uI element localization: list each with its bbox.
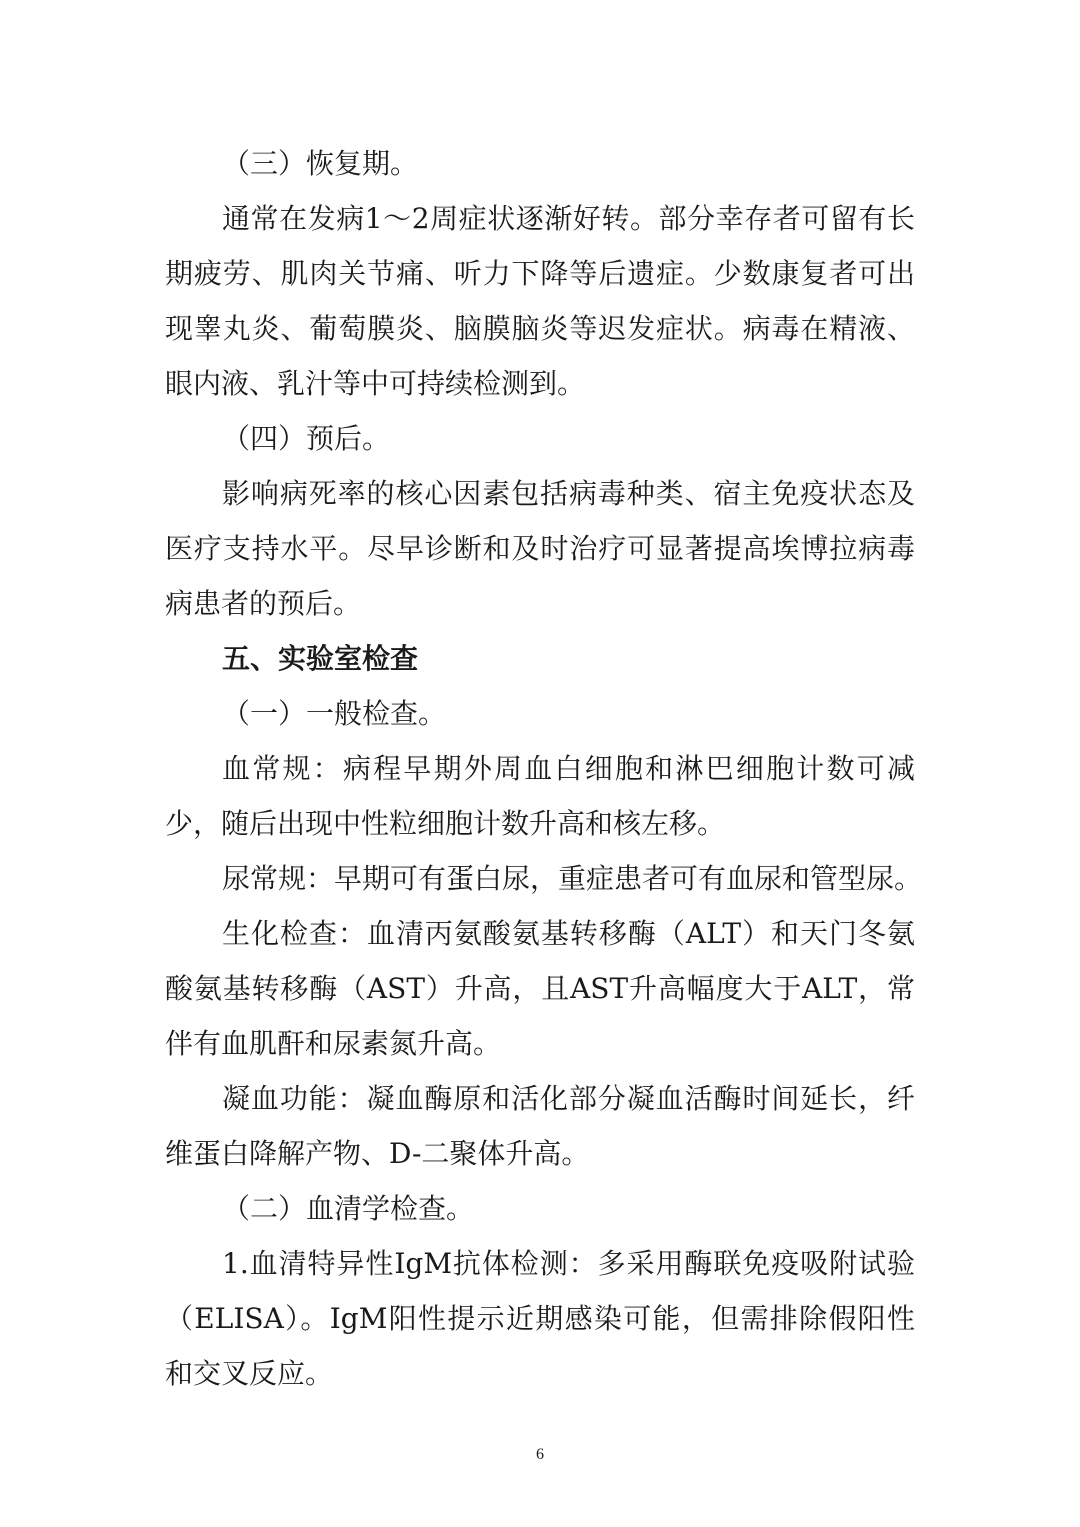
paragraph-line: 酸氨基转移酶（AST）升高，且AST升高幅度大于ALT，常 [165,972,915,1005]
paragraph-line: 少，随后出现中性粒细胞计数升高和核左移。 [165,807,726,840]
paragraph-line: 影响病死率的核心因素包括病毒种类、宿主免疫状态及 [222,477,915,510]
page-number: 6 [536,1446,544,1463]
subheading-recovery: （三）恢复期。 [222,147,419,180]
paragraph-line: 医疗支持水平。尽早诊断和及时治疗可显著提高埃博拉病毒 [165,532,915,565]
paragraph-line: 现睾丸炎、葡萄膜炎、脑膜脑炎等迟发症状。病毒在精液、 [165,312,915,345]
paragraph-line: 凝血功能：凝血酶原和活化部分凝血活酶时间延长，纤 [222,1082,915,1115]
paragraph-line: 和交叉反应。 [165,1357,334,1390]
paragraph-line: 血常规：病程早期外周血白细胞和淋巴细胞计数可减 [222,752,915,785]
paragraph-line: 1.血清特异性IgM抗体检测：多采用酶联免疫吸附试验 [222,1247,915,1280]
paragraph-line: 维蛋白降解产物、D-二聚体升高。 [165,1137,590,1170]
paragraph-line: 期疲劳、肌肉关节痛、听力下降等后遗症。少数康复者可出 [165,257,915,290]
paragraph-line: 伴有血肌酐和尿素氮升高。 [165,1027,502,1060]
paragraph-line: 生化检查：血清丙氨酸氨基转移酶（ALT）和天门冬氨 [222,917,915,950]
paragraph-line: 眼内液、乳汁等中可持续检测到。 [165,367,586,400]
paragraph-line: （ELISA）。IgM阳性提示近期感染可能，但需排除假阳性 [165,1302,915,1335]
section-heading-lab-tests: 五、实验室检查 [222,642,419,675]
paragraph-line: 病患者的预后。 [165,587,362,620]
paragraph-line: 通常在发病1～2周症状逐渐好转。部分幸存者可留有长 [222,202,915,235]
subheading-serology: （二）血清学检查。 [222,1192,475,1225]
subheading-prognosis: （四）预后。 [222,422,391,455]
subheading-general-tests: （一）一般检查。 [222,697,447,730]
paragraph-line: 尿常规：早期可有蛋白尿，重症患者可有血尿和管型尿。 [222,862,923,895]
